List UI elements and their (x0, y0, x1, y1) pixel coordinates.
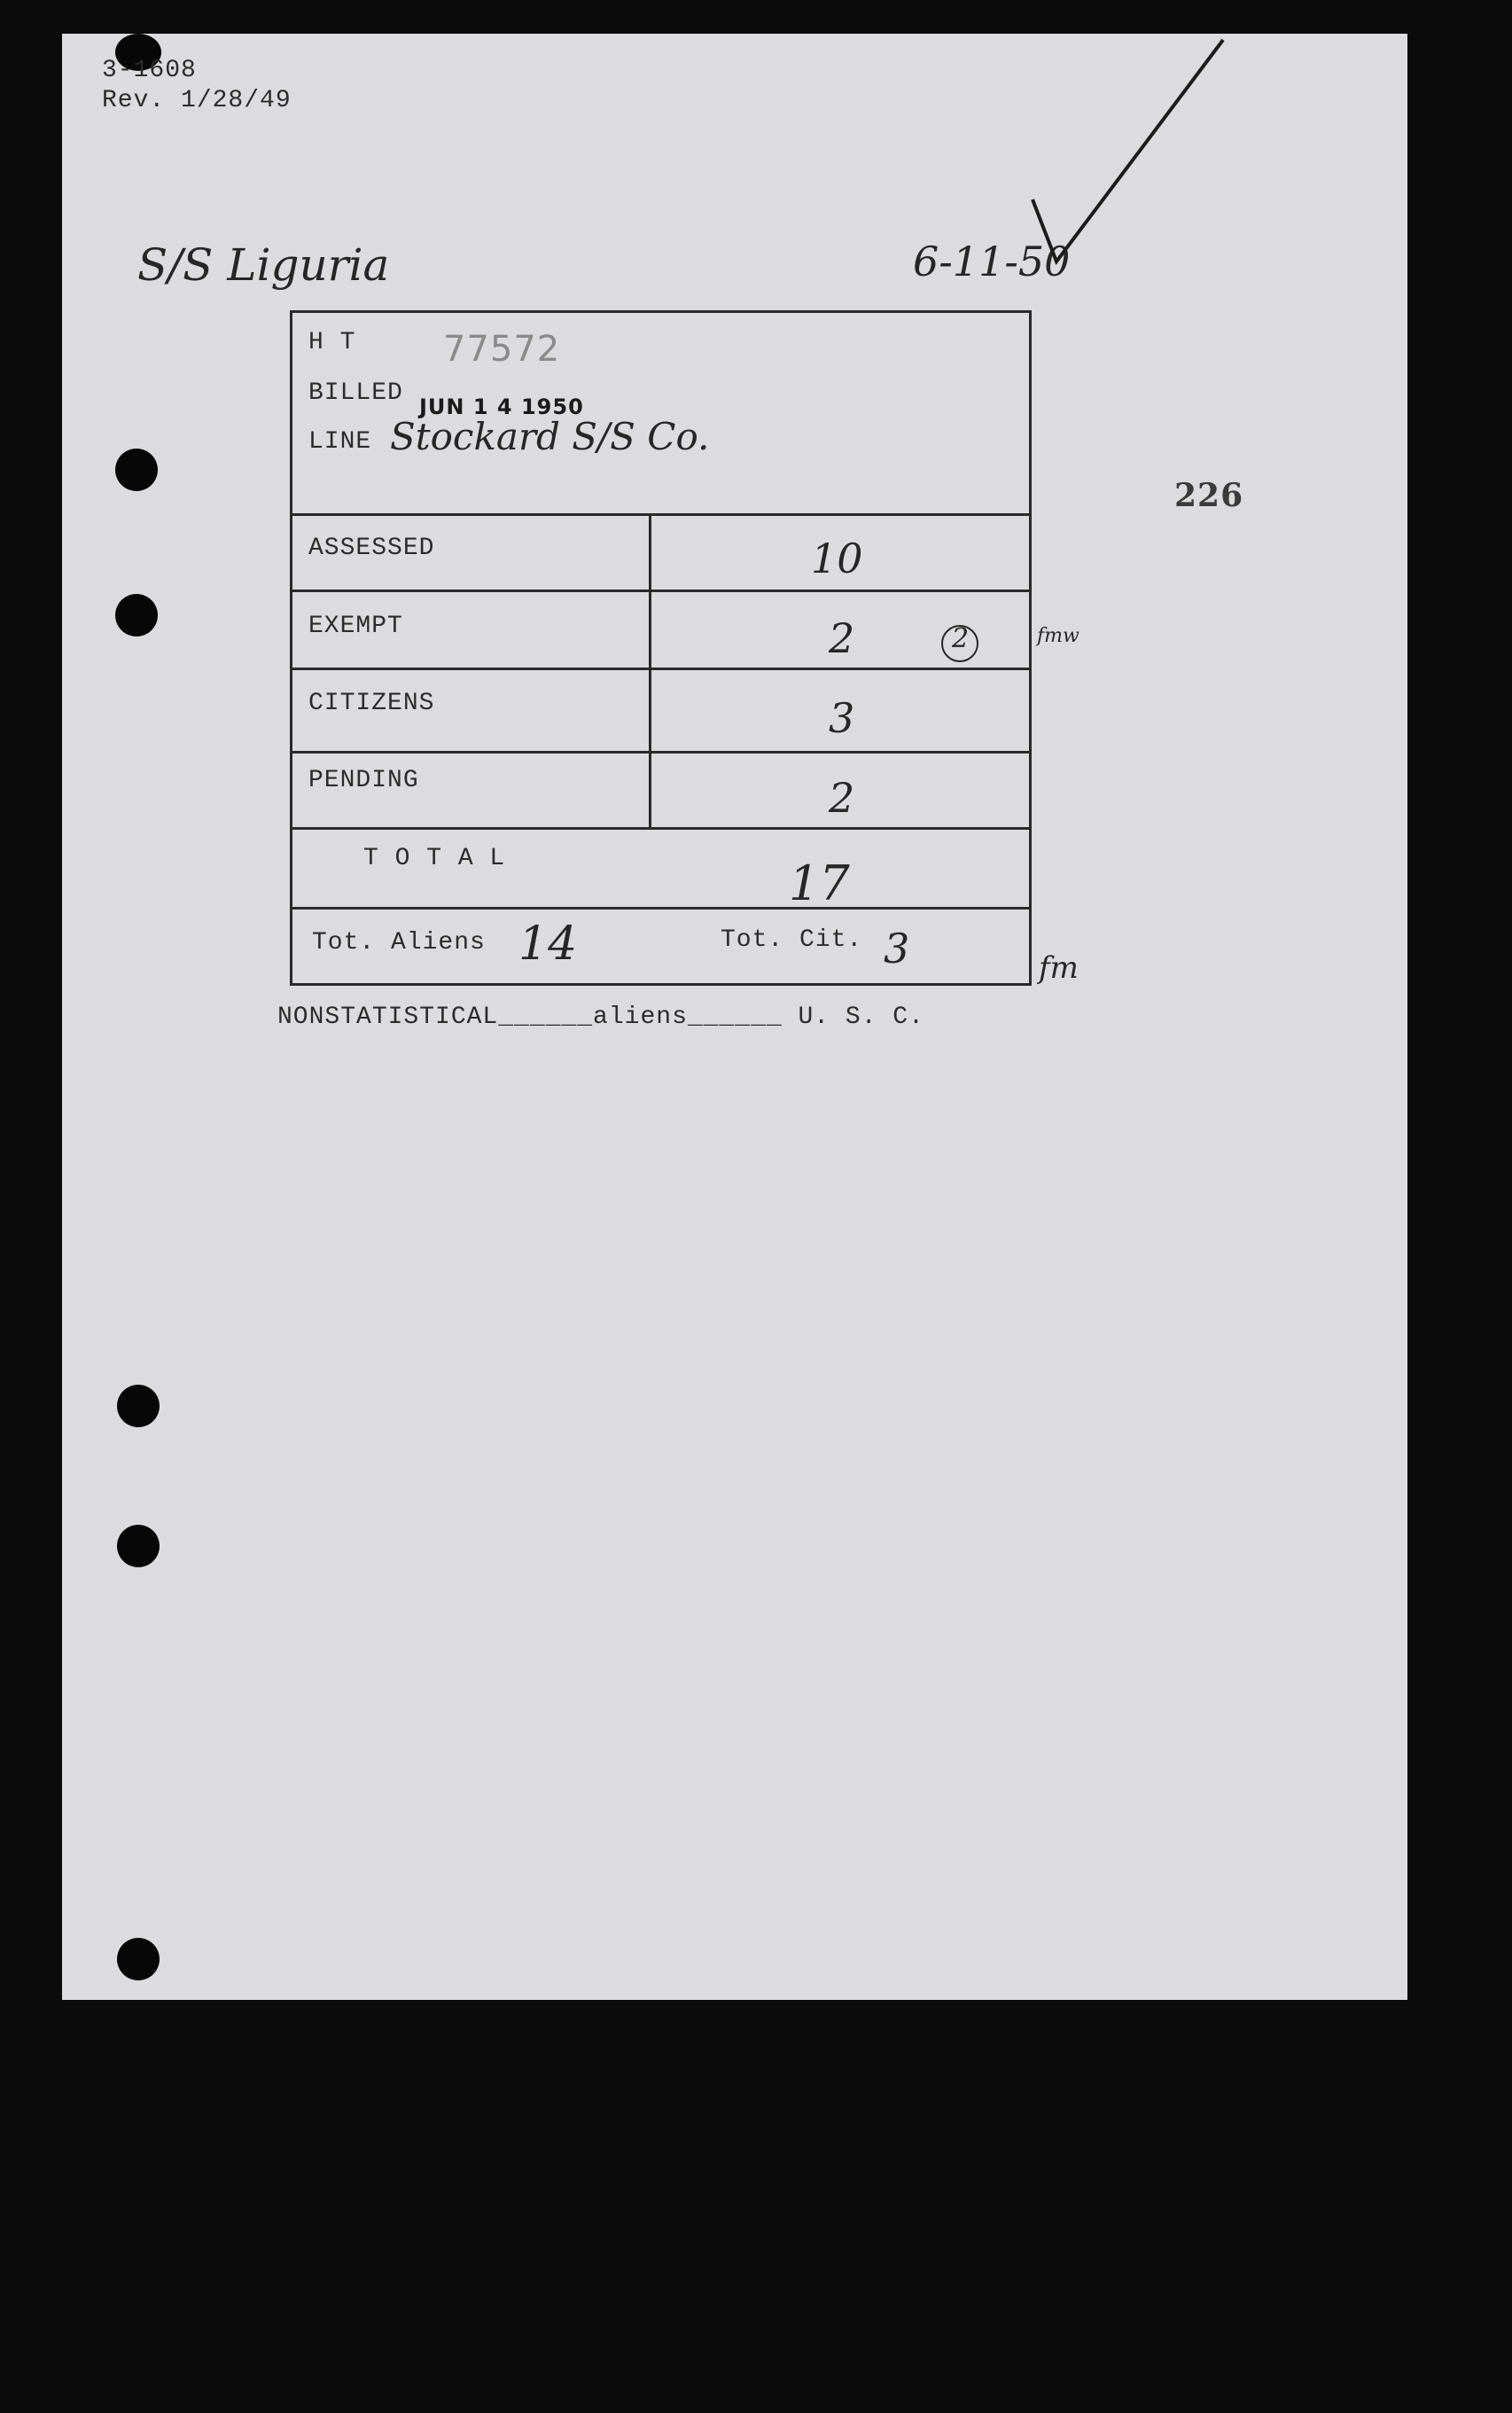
billed-stamp: JUN 1 4 1950 (419, 394, 584, 419)
citizens-value: 3 (829, 694, 855, 742)
statistics-form (290, 310, 1032, 986)
assessed-label: ASSESSED (308, 535, 435, 562)
row-divider (292, 513, 1029, 516)
ht-number: 77572 (443, 329, 561, 370)
billed-label: BILLED (308, 379, 403, 407)
pending-label: PENDING (308, 767, 419, 794)
row-divider (292, 907, 1029, 910)
exempt-circled-value: 2 (952, 623, 970, 654)
exempt-initials: fmw (1037, 625, 1079, 647)
page-number: 226 (1174, 477, 1244, 514)
tot-cit-value: 3 (884, 925, 910, 972)
tot-aliens-label: Tot. Aliens (312, 929, 486, 957)
totals-initials: fm (1039, 950, 1079, 986)
pending-value: 2 (829, 774, 855, 822)
punch-hole (117, 1385, 160, 1427)
row-divider (292, 668, 1029, 670)
punch-hole (117, 1938, 160, 1980)
tot-cit-label: Tot. Cit. (721, 926, 863, 954)
citizens-label: CITIZENS (308, 690, 435, 717)
form-revision: Rev. 1/28/49 (102, 87, 292, 114)
nonstatistical-line: NONSTATISTICAL______aliens______ U. S. C. (277, 1003, 924, 1031)
ship-name: S/S Liguria (137, 239, 390, 291)
exempt-label: EXEMPT (308, 613, 403, 640)
row-divider (292, 827, 1029, 830)
row-divider (292, 751, 1029, 754)
tot-aliens-value: 14 (518, 918, 578, 971)
total-label: T O T A L (363, 845, 506, 872)
date: 6-11-50 (913, 238, 1071, 285)
line-label: LINE (308, 428, 372, 456)
form-number: 3-1608 (102, 57, 197, 84)
punch-hole (115, 449, 158, 491)
checkmark-icon (1010, 27, 1241, 293)
line-value: Stockard S/S Co. (390, 415, 710, 458)
ht-label: H T (308, 329, 356, 356)
punch-hole (115, 594, 158, 636)
column-divider (649, 513, 651, 830)
punch-hole (117, 1525, 160, 1567)
assessed-value: 10 (811, 535, 863, 582)
total-value: 17 (789, 855, 850, 911)
row-divider (292, 590, 1029, 592)
exempt-value: 2 (829, 614, 855, 662)
